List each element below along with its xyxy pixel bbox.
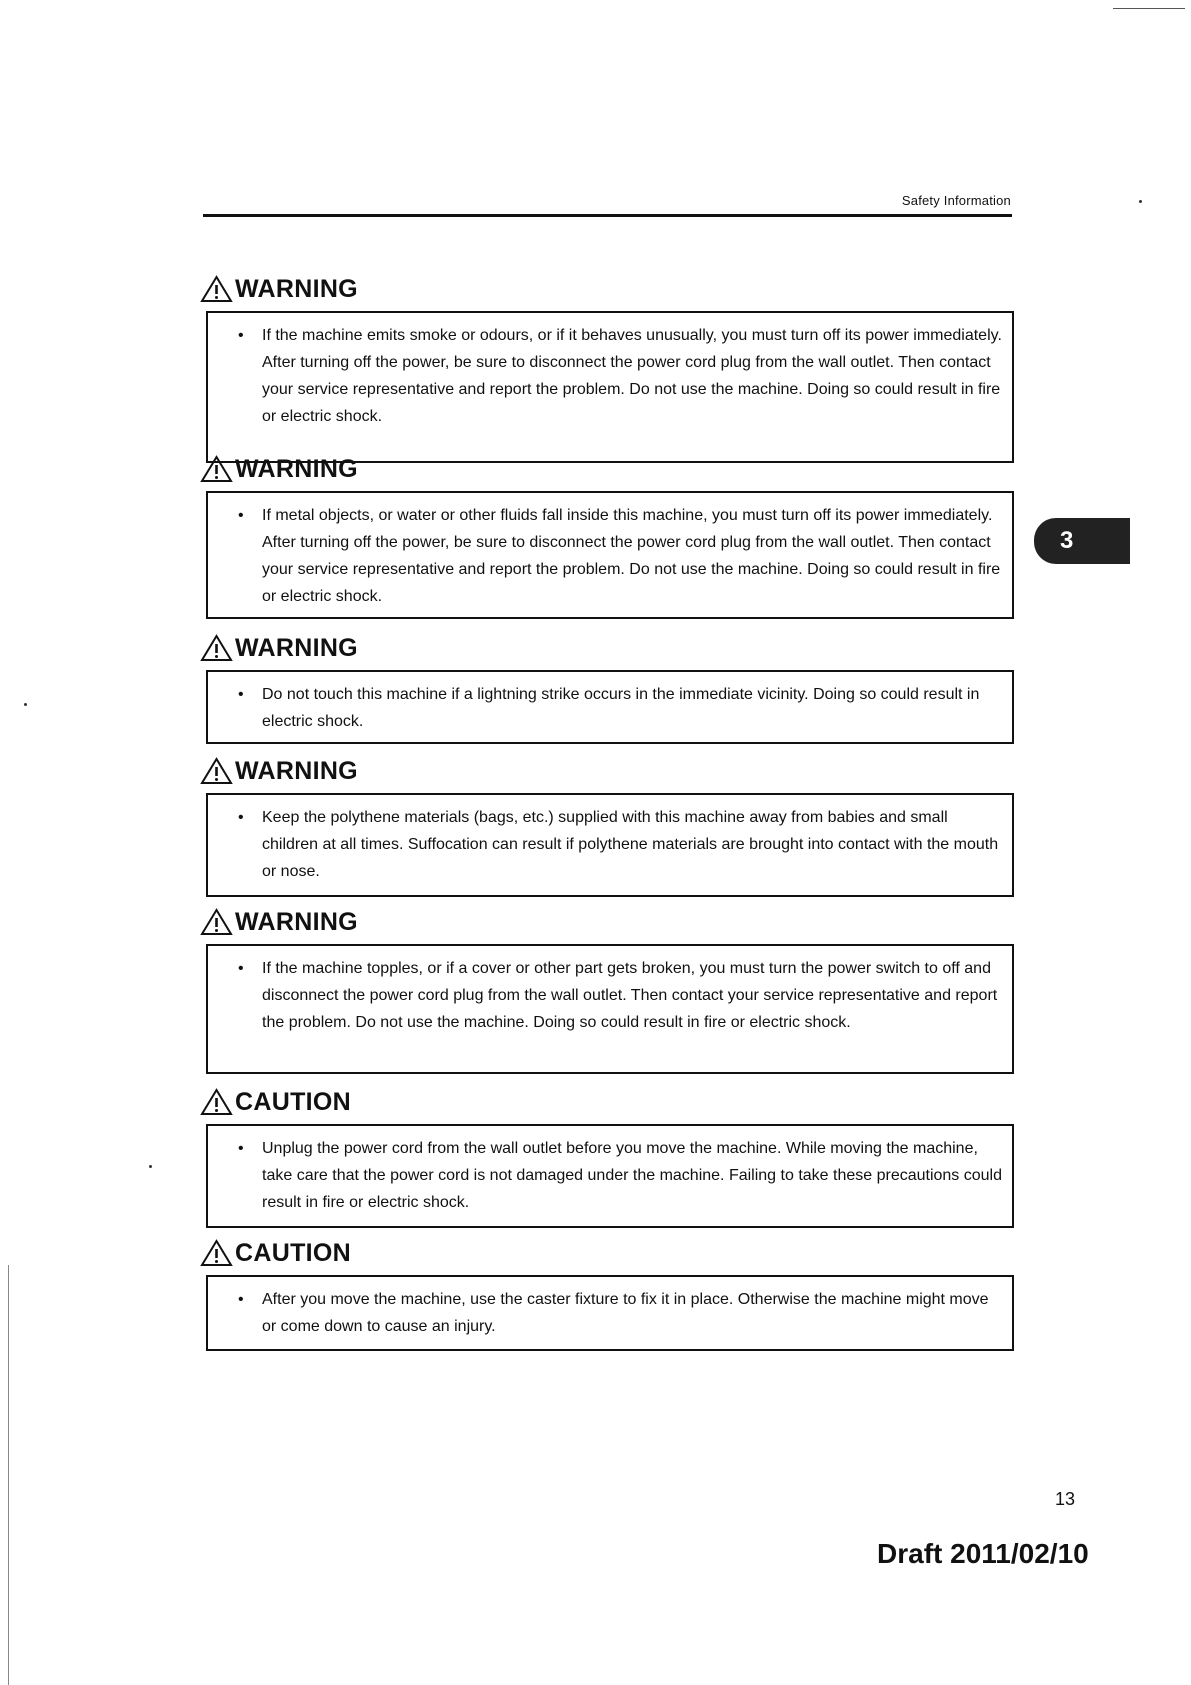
notice-heading <box>200 630 358 666</box>
notice-box <box>206 491 1014 619</box>
header-rule <box>203 214 1012 217</box>
scan-dot <box>149 1165 152 1168</box>
warning-triangle-icon <box>200 908 233 936</box>
page-number: 13 <box>1055 1489 1076 1509</box>
list-item <box>238 1135 1002 1216</box>
notice-text: Do not touch this machine if a lightning strike occurs in the immediate vicinity. Doing so could result in electric shock. <box>262 686 980 730</box>
notice-level: WARNING <box>235 756 358 785</box>
chapter-tab <box>1034 518 1130 564</box>
notice-box <box>206 793 1014 897</box>
notice-text: If the machine topples, or if a cover or other part gets broken, you must turn the power switch to off and disconnect the power cord plug from the wall outlet. Then contact your service representative and report the problem. Do not use the machine. Doing so could result in fire or electric shock. <box>262 960 998 1031</box>
bullet: • <box>238 1291 244 1308</box>
scan-dot <box>1139 200 1142 203</box>
scan-margin-line <box>8 1265 9 1685</box>
scan-edge-line <box>1113 8 1185 9</box>
bullet: • <box>238 809 244 826</box>
notice-heading <box>200 451 358 487</box>
notice-heading <box>200 1084 351 1120</box>
bullet: • <box>238 327 244 344</box>
draft-stamp: Draft 2011/02/10 <box>877 1538 1089 1569</box>
list-item <box>238 681 1002 735</box>
notice-heading <box>200 904 358 940</box>
notice-box <box>206 944 1014 1074</box>
scan-dot <box>24 703 27 706</box>
bullet: • <box>238 960 244 977</box>
list-item <box>238 804 1002 885</box>
notice-level: CAUTION <box>235 1238 351 1267</box>
notice-box <box>206 1124 1014 1228</box>
warning-triangle-icon <box>200 1088 233 1116</box>
notice-heading <box>200 1235 351 1271</box>
notice-text: If metal objects, or water or other fluids fall inside this machine, you must turn off its power immediately. After turning off the power, be sure to disconnect the power cord plug from the wall outlet. Then contact your service representative and report the problem. Do not use the machine. Doing so could result in fire or electric shock. <box>262 507 1001 605</box>
bullet: • <box>238 1140 244 1157</box>
list-item <box>238 502 1002 610</box>
bullet: • <box>238 686 244 703</box>
notice-text: After you move the machine, use the caster fixture to fix it in place. Otherwise the machine might move or come down to cause an injury. <box>262 1291 989 1335</box>
warning-triangle-icon <box>200 634 233 662</box>
notice-level: WARNING <box>235 274 358 303</box>
notice-text: Keep the polythene materials (bags, etc.) supplied with this machine away from babies and small children at all times. Suffocation can result if polythene materials are brought into contact with the mouth or nose. <box>262 809 999 880</box>
notice-box <box>206 311 1014 463</box>
notice-heading <box>200 271 358 307</box>
warning-triangle-icon <box>200 455 233 483</box>
notice-level: CAUTION <box>235 1087 351 1116</box>
running-header: Safety Information <box>901 193 1011 208</box>
list-item <box>238 955 1002 1036</box>
list-item <box>238 1286 1002 1340</box>
notice-text: If the machine emits smoke or odours, or if it behaves unusually, you must turn off its power immediately. After turning off the power, be sure to disconnect the power cord plug from the wall outlet. Then contact your service representative and report the problem. Do not use the machine. Doing so could result in fire or electric shock. <box>262 327 1002 425</box>
notice-heading <box>200 753 358 789</box>
notice-level: WARNING <box>235 633 358 662</box>
bullet: • <box>238 507 244 524</box>
warning-triangle-icon <box>200 757 233 785</box>
notice-level: WARNING <box>235 454 358 483</box>
notice-text: Unplug the power cord from the wall outlet before you move the machine. While moving the machine, take care that the power cord is not damaged under the machine. Failing to take these precautions could result in fire or electric shock. <box>262 1140 1002 1211</box>
list-item <box>238 322 1002 430</box>
notice-box <box>206 670 1014 744</box>
warning-triangle-icon <box>200 275 233 303</box>
warning-triangle-icon <box>200 1239 233 1267</box>
chapter-number: 3 <box>1060 527 1074 554</box>
notice-box <box>206 1275 1014 1351</box>
notice-level: WARNING <box>235 907 358 936</box>
